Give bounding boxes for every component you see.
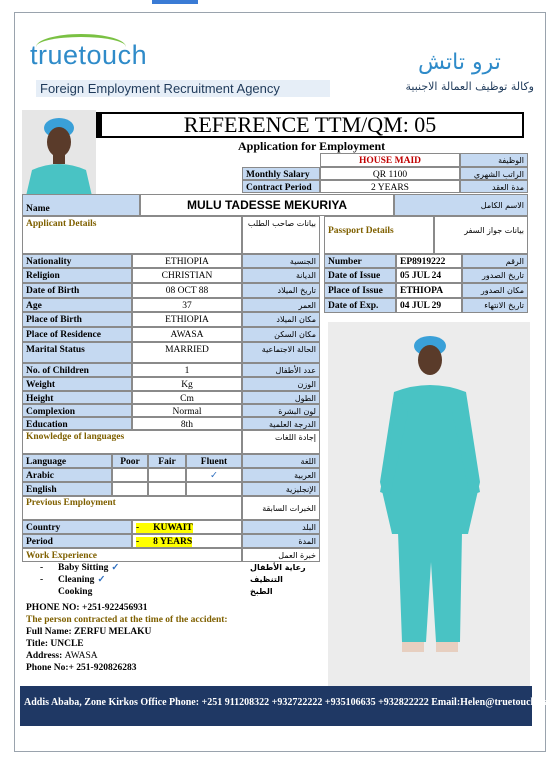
detail-label: Weight: [22, 377, 132, 391]
work-item-dash: -: [40, 575, 44, 585]
detail-label-ar: مكان الميلاد: [242, 312, 320, 327]
contract-value: 2 YEARS: [320, 180, 460, 193]
work-item-label-ar: التنظيف: [250, 575, 283, 584]
detail-label: No. of Children: [22, 363, 132, 377]
salary-label-ar: الراتب الشهري: [460, 167, 528, 180]
detail-label: Education: [22, 417, 132, 430]
footer-contact-bar: Addis Ababa, Zone Kirkos Office Phone: +251 911208322 +932722222 +935106635 +932822222 Email:Helen@truetouch.qa: [20, 686, 532, 726]
work-experience-label: Work Experience: [22, 548, 242, 562]
emergency-full-name-row: [26, 626, 228, 638]
contact-block: [26, 602, 228, 674]
detail-label-ar: تاريخ الميلاد: [242, 283, 320, 298]
company-logo-ar: ترو تاتش: [418, 50, 501, 75]
address-value: AWASA: [64, 651, 98, 661]
english-label-ar: الإنجليزية: [242, 482, 320, 496]
country-value: KUWAIT: [139, 523, 193, 533]
passport-label: Date of Exp.: [324, 298, 396, 313]
detail-label-ar: مكان السكن: [242, 327, 320, 342]
work-item-label: Cooking: [58, 587, 93, 597]
detail-value: 8th: [132, 417, 242, 430]
detail-label-ar: لون البشرة: [242, 404, 320, 417]
country-label-ar: البلد: [242, 520, 320, 534]
arabic-fluent-check-icon: ✓: [186, 468, 242, 482]
applicant-full-photo: [328, 322, 530, 686]
emergency-title-row: [26, 638, 228, 650]
language-col-header: Language: [22, 454, 112, 468]
phone2-value: + 251-920826283: [68, 663, 137, 673]
language-col-header-ar: اللغة: [242, 454, 320, 468]
emergency-contact-heading: The person contracted at the time of the accident:: [26, 615, 228, 625]
full-name-value: ZERFU MELAKU: [74, 627, 152, 637]
detail-value: Kg: [132, 377, 242, 391]
passport-label-ar: مكان الصدور: [462, 283, 528, 298]
fluent-col-header: Fluent: [186, 454, 242, 468]
previous-employment-label: Previous Employment: [22, 496, 242, 520]
phone2-label: Phone No:: [26, 663, 69, 673]
detail-label-ar: الطول: [242, 391, 320, 404]
detail-label-ar: الوزن: [242, 377, 320, 391]
company-logo-en: [30, 40, 147, 71]
emergency-phone-row: [26, 662, 228, 674]
name-label-ar: الاسم الكامل: [394, 194, 528, 216]
passport-label-ar: الرقم: [462, 254, 528, 268]
position-value: HOUSE MAID: [320, 153, 460, 167]
detail-value: 1: [132, 363, 242, 377]
detail-label-ar: الديانة: [242, 268, 320, 283]
detail-value: 37: [132, 298, 242, 312]
passport-value: 04 JUL 29: [396, 298, 462, 313]
arabic-label-ar: العربية: [242, 468, 320, 482]
salary-value: QR 1100: [320, 167, 460, 180]
check-icon: ✓: [111, 563, 120, 573]
poor-col-header: Poor: [112, 454, 148, 468]
applicant-portrait: [22, 110, 96, 196]
reference-number: REFERENCE TTM/QM: 05: [96, 112, 524, 138]
detail-label: Nationality: [22, 254, 132, 268]
passport-value: 05 JUL 24: [396, 268, 462, 283]
detail-label-ar: الجنسية: [242, 254, 320, 268]
languages-label-ar: إجادة اللغات: [242, 430, 320, 454]
work-item: [40, 574, 320, 586]
detail-value: ETHIOPIA: [132, 254, 242, 268]
logo-word-touch: touch: [78, 40, 148, 70]
full-name-label: Full Name:: [26, 627, 72, 637]
passport-details-label: Passport Details: [324, 216, 434, 254]
detail-value: 08 OCT 88: [132, 283, 242, 298]
check-icon: ✓: [97, 575, 106, 585]
salary-label: Monthly Salary: [242, 167, 320, 180]
agency-name-en: Foreign Employment Recruitment Agency: [36, 80, 330, 97]
languages-label: Knowledge of languages: [22, 430, 242, 454]
position-label-ar: الوظيفة: [460, 153, 528, 167]
title-value: UNCLE: [50, 639, 84, 649]
applicant-details-label: Applicant Details: [22, 216, 242, 254]
agency-name-ar: وكالة توظيف العمالة الاجنبية: [405, 80, 534, 93]
detail-label-ar: العمر: [242, 298, 320, 312]
passport-label-ar: تاريخ الصدور: [462, 268, 528, 283]
work-item-label-ar: رعاية الأطفال: [250, 563, 306, 572]
english-label: English: [22, 482, 112, 496]
detail-label: Height: [22, 391, 132, 404]
period-dash: -: [136, 537, 140, 547]
passport-label: Number: [324, 254, 396, 268]
detail-label-ar: الحالة الاجتماعية: [242, 342, 320, 363]
detail-label-ar: الدرجة العلمية: [242, 417, 320, 430]
logo-word-true: true: [30, 40, 79, 70]
name-label: Name: [22, 194, 140, 216]
detail-label: Complexion: [22, 404, 132, 417]
check-icon: [92, 587, 95, 597]
arabic-poor-cell: [112, 468, 148, 482]
english-fluent-cell: [186, 482, 242, 496]
reference-bar: [96, 112, 102, 138]
work-item: [40, 562, 320, 574]
emergency-address-row: [26, 650, 228, 662]
period-label-ar: المدة: [242, 534, 320, 548]
applicant-name: MULU TADESSE MEKURIYA: [140, 194, 394, 216]
passport-label: Place of Issue: [324, 283, 396, 298]
work-experience-label-ar: خبرة العمل: [242, 548, 320, 562]
passport-label-ar: تاريخ الانتهاء: [462, 298, 528, 313]
fair-col-header: Fair: [148, 454, 186, 468]
detail-label: Religion: [22, 268, 132, 283]
work-item-dash: -: [40, 563, 44, 573]
applicant-details-label-ar: بيانات صاحب الطلب: [242, 216, 320, 254]
period-cell: [132, 534, 242, 548]
detail-label: Place of Residence: [22, 327, 132, 342]
detail-label-ar: عدد الأطفال: [242, 363, 320, 377]
detail-value: MARRIED: [132, 342, 242, 363]
detail-value: CHRISTIAN: [132, 268, 242, 283]
passport-value: ETHIOPA: [396, 283, 462, 298]
work-item-label: Baby Sitting: [58, 563, 109, 573]
work-item-label: Cleaning: [58, 575, 95, 585]
english-poor-cell: [112, 482, 148, 496]
detail-label: Date of Birth: [22, 283, 132, 298]
detail-label: Place of Birth: [22, 312, 132, 327]
detail-value: Cm: [132, 391, 242, 404]
passport-details-label-ar: بيانات جواز السفر: [434, 216, 528, 254]
detail-value: ETHIOPIA: [132, 312, 242, 327]
detail-value: Normal: [132, 404, 242, 417]
title-label: Title:: [26, 639, 48, 649]
application-title: Application for Employment: [238, 139, 386, 153]
address-label: Address:: [26, 651, 63, 661]
english-fair-cell: [148, 482, 186, 496]
work-item-label-ar: الطبخ: [250, 587, 273, 596]
contract-label: Contract Period: [242, 180, 320, 193]
arabic-label: Arabic: [22, 468, 112, 482]
detail-value: AWASA: [132, 327, 242, 342]
country-cell: [132, 520, 242, 534]
arabic-fair-cell: [148, 468, 186, 482]
country-dash: -: [136, 523, 140, 533]
phone-number: PHONE NO: +251-922456931: [26, 603, 148, 613]
previous-employment-label-ar: الخبرات السابقة: [242, 496, 320, 520]
top-accent-strip: [152, 0, 198, 4]
period-label: Period: [22, 534, 132, 548]
passport-value: EP8919222: [396, 254, 462, 268]
detail-label: Age: [22, 298, 132, 312]
work-item: [40, 586, 320, 598]
detail-label: Marital Status: [22, 342, 132, 363]
contract-label-ar: مدة العقد: [460, 180, 528, 193]
passport-label: Date of Issue: [324, 268, 396, 283]
period-value: 8 YEARS: [139, 537, 192, 547]
country-label: Country: [22, 520, 132, 534]
